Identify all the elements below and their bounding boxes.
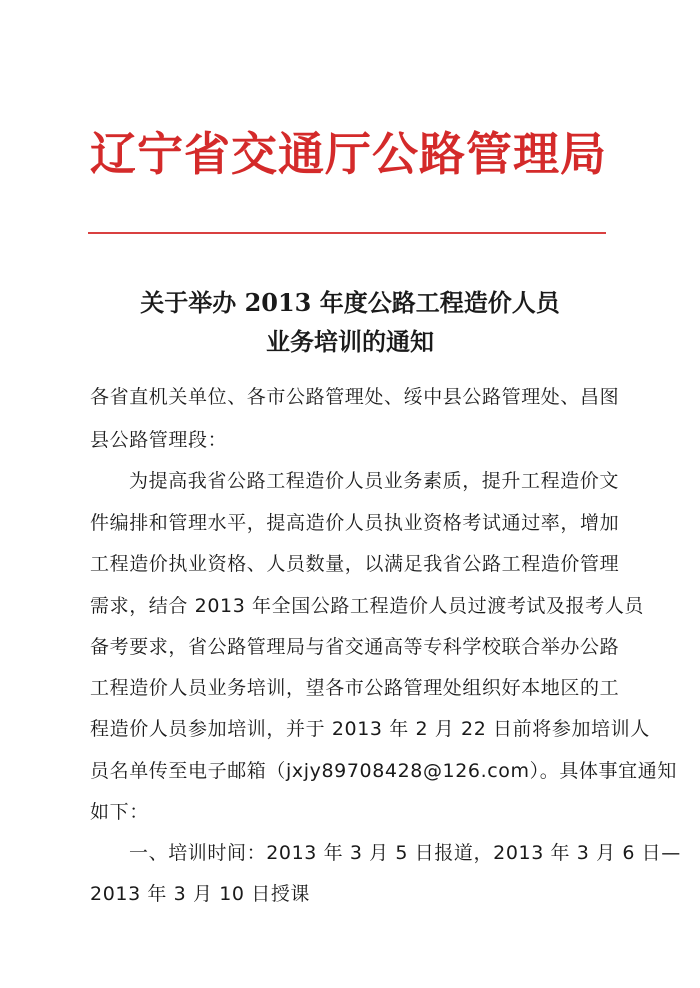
letterhead-red-rule — [88, 232, 606, 234]
notice-title-line-1: 关于举办 2013 年度公路工程造价人员 — [140, 288, 560, 317]
body-line: 工程造价人员业务培训，望各市公路管理处组织好本地区的工 — [90, 677, 620, 699]
body-line: 件编排和管理水平，提高造价人员执业资格考试通过率，增加 — [90, 512, 620, 534]
notice-title-line-2: 业务培训的通知 — [266, 327, 434, 356]
body-line: 一、培训时间：2013 年 3 月 5 日报道，2013 年 3 月 6 日— — [129, 842, 681, 864]
body-line: 备考要求，省公路管理局与省交通高等专科学校联合举办公路 — [90, 636, 620, 658]
body-line: 各省直机关单位、各市公路管理处、绥中县公路管理处、昌图 — [90, 386, 620, 408]
body-line: 员名单传至电子邮箱（jxjy89708428@126.com）。具体事宜通知 — [90, 760, 677, 782]
body-line: 程造价人员参加培训，并于 2013 年 2 月 22 日前将参加培训人 — [90, 718, 650, 740]
body-line: 县公路管理段： — [90, 429, 228, 451]
body-line: 为提高我省公路工程造价人员业务素质，提升工程造价文 — [129, 470, 620, 492]
agency-letterhead-name: 辽宁省交通厅公路管理局 — [90, 127, 607, 181]
body-line: 工程造价执业资格、人员数量，以满足我省公路工程造价管理 — [90, 553, 620, 575]
body-line: 需求，结合 2013 年全国公路工程造价人员过渡考试及报考人员 — [90, 595, 645, 617]
body-line: 如下： — [90, 801, 149, 823]
body-line: 2013 年 3 月 10 日授课 — [90, 883, 311, 905]
